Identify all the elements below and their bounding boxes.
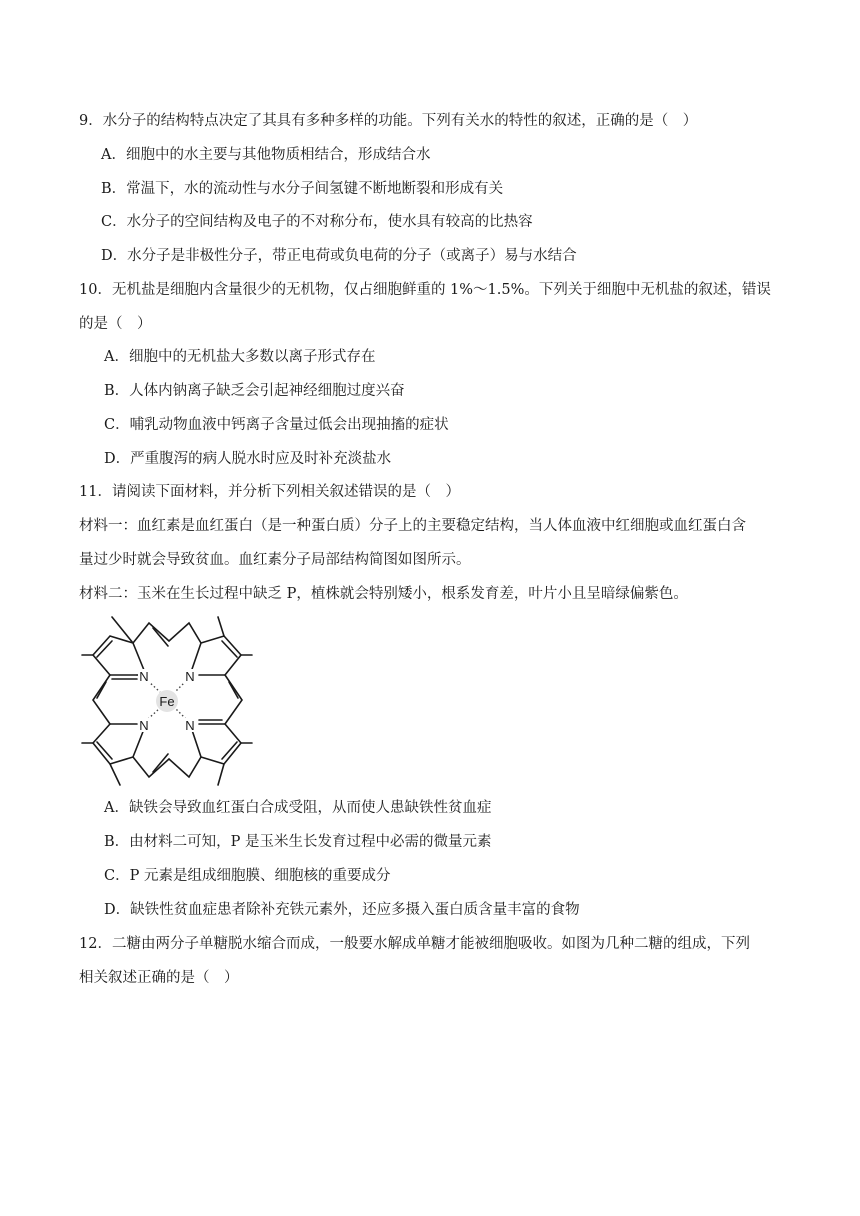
question-12-stem-line-2: 相关叙述正确的是（ ） — [79, 970, 239, 986]
question-10-option-a: A．细胞中的无机盐大多数以离子形式存在 — [104, 349, 376, 365]
heme-structure-figure — [76, 612, 258, 792]
question-11-option-a: A．缺铁会导致血红蛋白合成受阻，从而使人患缺铁性贫血症 — [104, 800, 492, 816]
question-11-option-b: B．由材料二可知，P 是玉米生长发育过程中必需的微量元素 — [104, 834, 492, 850]
question-9-option-c: C．水分子的空间结构及电子的不对称分布，使水具有较高的比热容 — [101, 214, 533, 230]
question-11-material-1-line-2: 量过少时就会导致贫血。血红素分子局部结构简图如图所示。 — [79, 552, 471, 568]
n-atom-label-top-left: N — [139, 669, 149, 684]
question-10-option-c: C．哺乳动物血液中钙离子含量过低会出现抽搐的症状 — [104, 417, 449, 433]
question-11-option-c: C．P 元素是组成细胞膜、细胞核的重要成分 — [104, 868, 391, 884]
question-12-stem-line-1: 12．二糖由两分子单糖脱水缩合而成，一般要水解成单糖才能被细胞吸收。如图为几种二糖的组成，下列 — [79, 936, 750, 952]
question-11-material-2: 材料二：玉米在生长过程中缺乏 P，植株就会特别矮小，根系发育差，叶片小且呈暗绿偏紫色。 — [79, 586, 688, 602]
n-atom-label-bottom-left: N — [139, 718, 149, 733]
question-10-option-b: B．人体内钠离子缺乏会引起神经细胞过度兴奋 — [104, 383, 405, 399]
question-9-option-b: B．常温下，水的流动性与水分子间氢键不断地断裂和形成有关 — [101, 181, 504, 197]
question-10-option-d: D．严重腹泻的病人脱水时应及时补充淡盐水 — [104, 451, 392, 467]
question-10-stem-line-2: 的是（ ） — [79, 316, 152, 332]
question-9-stem: 9．水分子的结构特点决定了其具有多种多样的功能。下列有关水的特性的叙述，正确的是（ ） — [79, 113, 698, 129]
question-9-option-a: A．细胞中的水主要与其他物质相结合，形成结合水 — [101, 147, 431, 163]
fe-atom-label: Fe — [159, 694, 175, 709]
question-11-stem: 11．请阅读下面材料，并分析下列相关叙述错误的是（ ） — [79, 484, 460, 500]
question-10-stem-line-1: 10．无机盐是细胞内含量很少的无机物，仅占细胞鲜重的 1%～1.5%。下列关于细胞中无机盐的叙述，错误 — [79, 282, 771, 298]
n-atom-label-bottom-right: N — [185, 718, 195, 733]
question-11-material-1-line-1: 材料一：血红素是血红蛋白（是一种蛋白质）分子上的主要稳定结构，当人体血液中红细胞或血红蛋白含 — [79, 518, 746, 534]
question-11-option-d: D．缺铁性贫血症患者除补充铁元素外，还应多摄入蛋白质含量丰富的食物 — [104, 902, 580, 918]
n-atom-label-top-right: N — [185, 669, 195, 684]
question-9-option-d: D．水分子是非极性分子，带正电荷或负电荷的分子（或离子）易与水结合 — [101, 248, 577, 264]
